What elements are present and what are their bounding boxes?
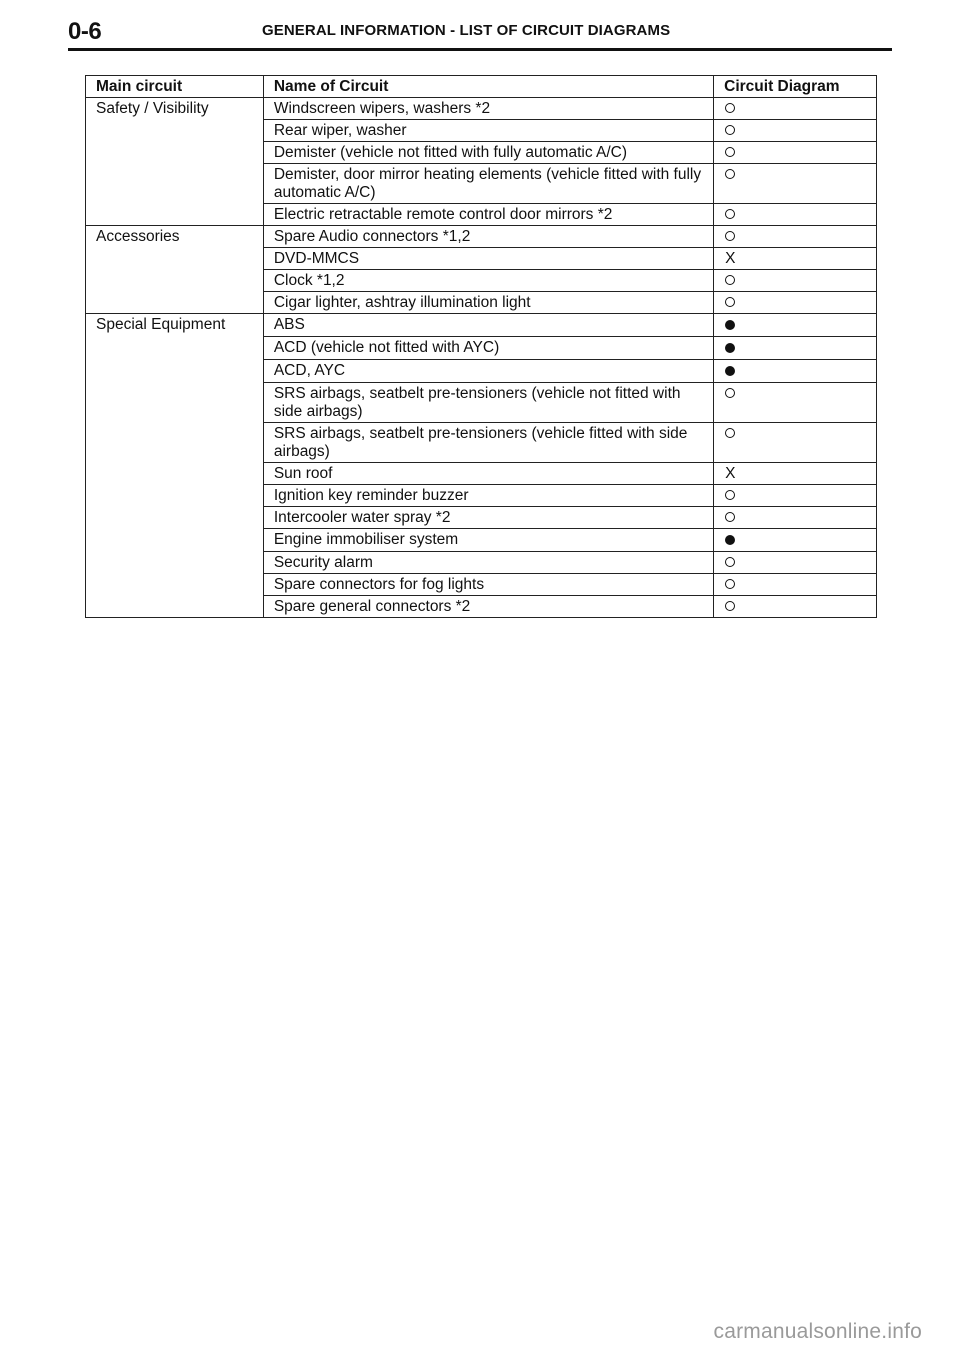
circuit-diagram-cell xyxy=(714,98,877,120)
open-circle-icon xyxy=(724,272,739,290)
table-body xyxy=(86,98,877,618)
main-circuit-cell: Safety / Visibility xyxy=(86,98,264,226)
circuit-name-cell: Rear wiper, washer xyxy=(263,120,713,142)
circuit-name-cell: Demister, door mirror heating elements (vehicle fitted with fully automatic A/C) xyxy=(263,164,713,204)
circuit-name-cell: SRS airbags, seatbelt pre-tensioners (vehicle fitted with side airbags) xyxy=(263,423,713,463)
circuit-diagram-cell xyxy=(714,292,877,314)
circuit-diagram-cell xyxy=(714,529,877,552)
open-circle-icon xyxy=(724,509,739,527)
circuit-name-cell: DVD-MMCS xyxy=(263,248,713,270)
open-circle-icon xyxy=(724,425,739,443)
x-mark: X xyxy=(725,250,736,267)
circuit-name-cell: Engine immobiliser system xyxy=(263,529,713,552)
circuit-diagram-cell xyxy=(714,204,877,226)
table-header-row xyxy=(86,76,877,98)
circuit-diagram-cell xyxy=(714,226,877,248)
circuit-name-cell: Sun roof xyxy=(263,463,713,485)
circuit-diagram-cell xyxy=(714,552,877,574)
circuit-name-cell: Cigar lighter, ashtray illumination light xyxy=(263,292,713,314)
open-circle-icon xyxy=(724,144,739,162)
circuit-diagram-cell xyxy=(714,120,877,142)
open-circle-icon xyxy=(724,598,739,616)
open-circle-icon xyxy=(724,228,739,246)
circuit-name-cell: SRS airbags, seatbelt pre-tensioners (vehicle not fitted with side airbags) xyxy=(263,383,713,423)
circuit-diagram-cell xyxy=(714,164,877,204)
column-header-main: Main circuit xyxy=(86,76,264,98)
open-circle-icon xyxy=(724,385,739,403)
circuit-diagram-cell xyxy=(714,596,877,618)
circuit-name-cell: ACD, AYC xyxy=(263,360,713,383)
table-row xyxy=(86,314,877,337)
circuit-diagram-cell xyxy=(714,337,877,360)
open-circle-icon xyxy=(724,166,739,184)
circuit-diagram-cell xyxy=(714,507,877,529)
main-circuit-cell: Accessories xyxy=(86,226,264,314)
filled-circle-icon xyxy=(724,339,739,358)
circuit-diagram-cell xyxy=(714,360,877,383)
column-header-diagram: Circuit Diagram xyxy=(714,76,877,98)
open-circle-icon xyxy=(724,206,739,224)
open-circle-icon xyxy=(724,100,739,118)
circuit-name-cell: Security alarm xyxy=(263,552,713,574)
page-title: GENERAL INFORMATION - LIST OF CIRCUIT DIAGRAMS xyxy=(262,22,671,39)
open-circle-icon xyxy=(724,122,739,140)
circuit-diagram-cell xyxy=(714,270,877,292)
circuit-name-cell: Spare Audio connectors *1,2 xyxy=(263,226,713,248)
circuit-name-cell: Ignition key reminder buzzer xyxy=(263,485,713,507)
circuit-name-cell: Clock *1,2 xyxy=(263,270,713,292)
filled-circle-icon xyxy=(724,316,739,335)
circuit-name-cell: Spare connectors for fog lights xyxy=(263,574,713,596)
filled-circle-icon xyxy=(724,362,739,381)
circuit-name-cell: Spare general connectors *2 xyxy=(263,596,713,618)
table-row xyxy=(86,226,877,248)
circuit-diagram-cell xyxy=(714,463,877,485)
open-circle-icon xyxy=(724,294,739,312)
circuit-list-table xyxy=(85,75,877,618)
open-circle-icon xyxy=(724,554,739,572)
page-header xyxy=(68,18,892,51)
main-circuit-cell: Special Equipment xyxy=(86,314,264,618)
circuit-diagram-cell xyxy=(714,142,877,164)
circuit-name-cell: ACD (vehicle not fitted with AYC) xyxy=(263,337,713,360)
circuit-diagram-cell xyxy=(714,248,877,270)
circuit-name-cell: Intercooler water spray *2 xyxy=(263,507,713,529)
circuit-diagram-cell xyxy=(714,423,877,463)
circuit-name-cell: Electric retractable remote control door mirrors *2 xyxy=(263,204,713,226)
circuit-name-cell: Demister (vehicle not fitted with fully automatic A/C) xyxy=(263,142,713,164)
circuit-name-cell: Windscreen wipers, washers *2 xyxy=(263,98,713,120)
open-circle-icon xyxy=(724,576,739,594)
circuit-diagram-cell xyxy=(714,574,877,596)
watermark: carmanualsonline.info xyxy=(713,1320,922,1343)
filled-circle-icon xyxy=(724,531,739,550)
x-mark: X xyxy=(725,465,736,482)
table-row xyxy=(86,98,877,120)
open-circle-icon xyxy=(724,487,739,505)
column-header-name: Name of Circuit xyxy=(263,76,713,98)
page-number: 0-6 xyxy=(68,18,102,45)
circuit-diagram-cell xyxy=(714,314,877,337)
circuit-diagram-cell xyxy=(714,485,877,507)
circuit-diagram-cell xyxy=(714,383,877,423)
circuit-name-cell: ABS xyxy=(263,314,713,337)
